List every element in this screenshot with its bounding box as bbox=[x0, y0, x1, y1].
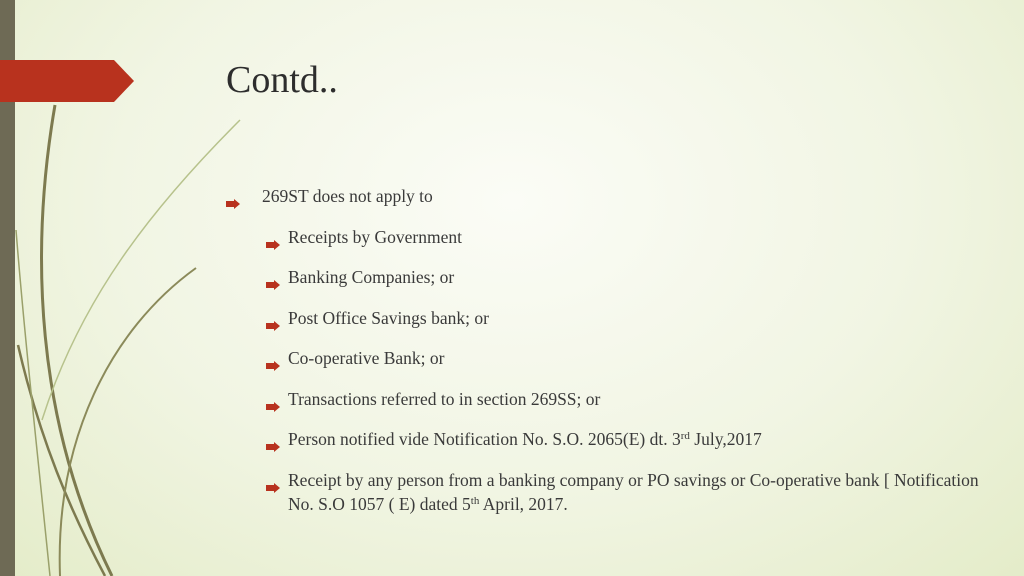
list-item bbox=[226, 468, 986, 516]
slide-title: Contd.. bbox=[226, 59, 338, 101]
sub-bullet-text: Post Office Savings bank; or bbox=[288, 307, 489, 328]
list-item bbox=[226, 306, 986, 337]
arrow-bullet-icon bbox=[266, 306, 288, 337]
sub-bullet-text: Co-operative Bank; or bbox=[288, 348, 445, 368]
list-item bbox=[226, 346, 986, 377]
main-bullet-text: 269ST does not apply to bbox=[262, 186, 433, 206]
list-item bbox=[226, 184, 986, 215]
bullet-text-part: July,2017 bbox=[689, 429, 762, 449]
arrow-bullet-icon bbox=[226, 184, 262, 215]
list-item bbox=[226, 225, 986, 256]
sub-bullet-text: Transactions referred to in section 269SS; or bbox=[288, 388, 601, 409]
ordinal-superscript: rd bbox=[680, 430, 690, 442]
arrow-bullet-icon bbox=[266, 427, 288, 458]
bullet-text-part: Receipt by any person from a banking company or PO savings or Co-operative bank [ Notification No. S.O 1057 ( E) dated 5 bbox=[288, 469, 979, 514]
list-item bbox=[226, 427, 986, 458]
sub-bullet-text: Receipts by Government bbox=[288, 226, 462, 247]
ordinal-superscript: th bbox=[470, 494, 480, 507]
sub-bullet-text bbox=[288, 427, 986, 451]
arrow-bullet-icon bbox=[266, 468, 288, 499]
bullet-text-part: April, 2017. bbox=[479, 493, 568, 514]
sub-bullet-text: Banking Companies; or bbox=[288, 267, 455, 287]
bullet-text-part: Person notified vide Notification No. S.O. 2065(E) dt. 3 bbox=[288, 429, 681, 449]
arrow-bullet-icon bbox=[266, 225, 288, 256]
arrow-bullet-icon bbox=[266, 265, 288, 296]
list-item bbox=[226, 387, 986, 418]
title-accent-ribbon bbox=[0, 60, 134, 102]
sub-bullet-text bbox=[288, 468, 986, 516]
bullet-list bbox=[226, 184, 986, 525]
arrow-bullet-icon bbox=[266, 387, 288, 418]
arrow-bullet-icon bbox=[266, 346, 288, 377]
list-item bbox=[226, 265, 986, 296]
